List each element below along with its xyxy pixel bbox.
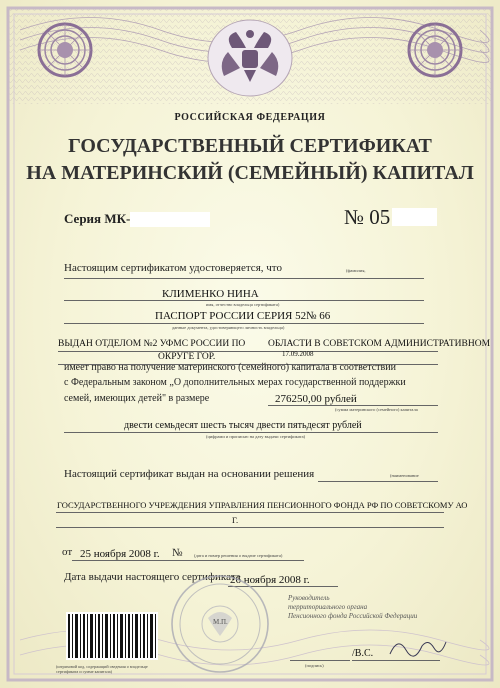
decision-underline: [72, 560, 304, 561]
decision-from-label: от: [62, 546, 73, 558]
country-heading: РОССИЙСКАЯ ФЕДЕРАЦИЯ: [174, 112, 326, 123]
serial-number-label: № 05: [344, 205, 391, 229]
signature-underline: [290, 660, 350, 661]
organization-underline-2: [56, 527, 444, 528]
fio-caption: (фамилия,: [346, 268, 366, 273]
certificate-title-line2: НА МАТЕРИНСКИЙ (СЕМЕЙНЫЙ) КАПИТАЛ: [26, 162, 474, 184]
redacted-serial-number: [392, 208, 437, 226]
organization-underline: [56, 512, 444, 513]
amount-words-underline: [64, 432, 438, 433]
signature-scribble-icon: [388, 632, 448, 662]
certificate-title-line1: ГОСУДАРСТВЕННЫЙ СЕРТИФИКАТ: [68, 135, 432, 157]
amount-caption: (сумма материнского (семейного) капитала: [335, 407, 418, 412]
issuing-organization: ГОСУДАРСТВЕННОГО УЧРЕЖДЕНИЯ УПРАВЛЕНИЯ ПЕНСИОННОГО ФОНДА РФ ПО СОВЕТСКОМУ АО: [57, 500, 468, 510]
left-rosette: [39, 24, 91, 76]
issued-by-line2: ОБЛАСТИ В СОВЕТСКОМ АДМИНИСТРАТИВНОМ: [268, 339, 491, 349]
right-text-line1: имеет право на получение материнского (семейного) капитала в соответствии: [64, 362, 396, 373]
passport-underline: [64, 323, 424, 324]
holder-name: КЛИМЕНКО НИНА: [162, 288, 259, 300]
issued-by-line3: ОКРУГЕ ГОР.: [158, 352, 216, 362]
signatory-name: /В.С.: [352, 648, 374, 659]
amount-in-words: двести семьдесят шесть тысяч двести пятьдесят рублей: [124, 420, 362, 431]
basis-text: Настоящий сертификат выдан на основании решения: [64, 468, 315, 480]
amount-underline: [268, 405, 438, 406]
name-underline: [64, 300, 424, 301]
passport-number: № 66: [306, 310, 331, 322]
right-text-line2: с Федеральным законом „О дополнительных мерах государственной поддержки: [64, 377, 406, 388]
barcode-icon: [66, 612, 158, 660]
series-label: Серия МК-: [64, 211, 131, 226]
organization-city: Г.: [232, 515, 239, 525]
barcode-caption: (штриховой код, содержащий сведения о владельце сертификата и сумме капитала): [56, 664, 148, 674]
right-rosette: [409, 24, 461, 76]
basis-caption: (наименование: [390, 473, 419, 478]
name-caption: имя, отчество владельца сертификата): [206, 302, 280, 307]
passport-issue-date: 17.09.2008: [282, 350, 314, 358]
amount-words-caption: (цифрами и прописью на дату выдачи сертификата): [206, 434, 306, 439]
fio-underline: [64, 278, 424, 279]
head-title-line3: Пенсионного фонда Российской Федерации: [288, 612, 418, 620]
double-headed-eagle-emblem-icon: [208, 20, 292, 96]
signatory-underline: [352, 660, 440, 661]
head-title-line2: территориального органа: [288, 603, 368, 611]
decision-caption: (дата и номер решения о выдаче сертификата): [194, 553, 283, 558]
redacted-series: [130, 212, 210, 227]
issued-by-underline: [58, 351, 438, 352]
certifies-text: Настоящим сертификатом удостоверяется, что: [64, 262, 282, 274]
basis-underline: [318, 481, 438, 482]
seal-place-label: М.П.: [213, 618, 228, 626]
right-text-line3: семей, имеющих детей" в размере: [64, 393, 210, 404]
passport-caption: данные документа, удостоверяющего личность владельца): [172, 325, 285, 330]
head-title-line1: Руководитель: [288, 594, 330, 602]
issue-date-label: Дата выдачи настоящего сертификата: [64, 571, 241, 583]
decision-number-label: №: [172, 547, 183, 559]
issued-by-line1: ВЫДАН ОТДЕЛОМ №2 УФМС РОССИИ ПО: [58, 339, 246, 349]
signature-caption: (подпись): [305, 663, 324, 668]
capital-amount: 276250,00 рублей: [275, 393, 357, 405]
issue-date: 26 ноября 2008 г.: [230, 574, 310, 586]
passport-series: ПАСПОРТ РОССИИ СЕРИЯ 52: [155, 310, 307, 322]
decision-date: 25 ноября 2008 г.: [80, 548, 160, 560]
